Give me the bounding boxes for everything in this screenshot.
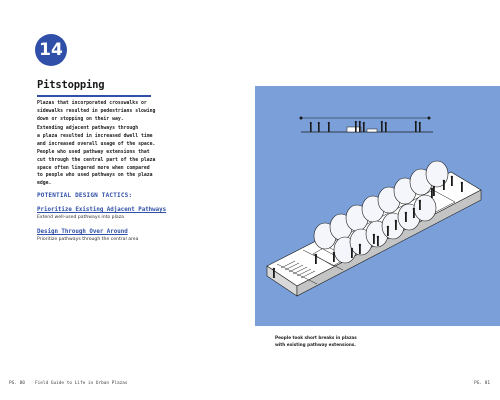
guide-title: Field Guide to Life in Urban Plazas [35, 381, 128, 386]
design-tactics-heading: POTENTIAL DESIGN TACTICS: [37, 192, 133, 199]
tactic-description: Extend well-used pathways into plaza [37, 215, 124, 220]
page-number-left: PG. 80 [9, 381, 25, 386]
section-title: Pitstopping [37, 79, 105, 91]
tactic-link-design-through[interactable]: Design Through Over Around [37, 229, 128, 235]
tactic-description: Prioritize pathways through the central area [37, 237, 139, 242]
intro-paragraph: Plazas that incorporated crosswalks or sidewalks resulted in pedestrians slowing down or stopping on their way. [37, 101, 156, 122]
title-underline [37, 95, 151, 97]
section-number-badge: 14 [35, 34, 67, 66]
section-elevation [300, 117, 433, 132]
detail-paragraph: Extending adjacent pathways through a plaza resulted in increased dwell time and increased overall usage of the space. People who used pathway extensions that cut through the central part of the plaza space often lingered more when compared to people who used pathways on the plaza edge. [37, 126, 156, 187]
tactic-link-prioritize-pathways[interactable]: Prioritize Existing Adjacent Pathways [37, 207, 167, 213]
plaza-drawing [255, 86, 500, 326]
figure-caption: People took short breaks in plazas with existing pathway extensions. [275, 335, 357, 347]
plaza-illustration [255, 86, 500, 326]
page-number-right: PG. 81 [474, 381, 490, 386]
elevation-people [310, 121, 421, 132]
